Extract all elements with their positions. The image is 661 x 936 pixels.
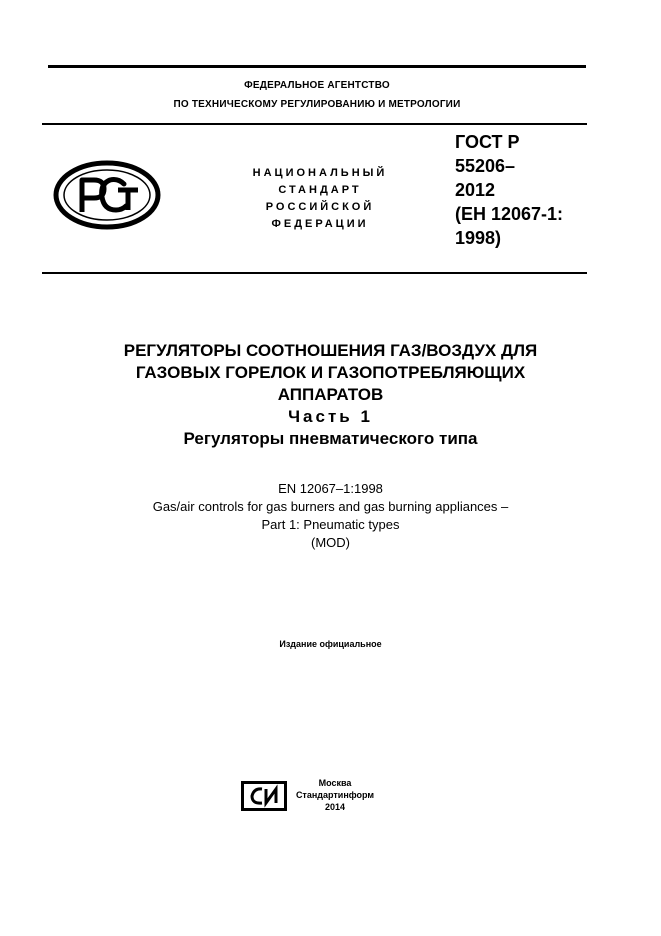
publisher-city: Москва xyxy=(318,778,352,788)
en-modification: (MOD) xyxy=(311,535,350,550)
designation-line-3: 2012 xyxy=(455,180,496,200)
title-line-3: АППАРАТОВ xyxy=(277,385,384,404)
designation-line-1: ГОСТ Р xyxy=(455,132,520,152)
designation-line-2: 55206– xyxy=(455,156,516,176)
logo-text: РСТ xyxy=(106,200,108,201)
national-standard-label xyxy=(230,165,410,233)
natstd-line-1: НАЦИОНАЛЬНЫЙ xyxy=(252,167,388,179)
edition-label: Издание официальное xyxy=(279,639,382,649)
designation-line-4: (ЕН 12067-1: xyxy=(455,204,564,224)
natstd-line-3: РОССИЙСКОЙ xyxy=(265,201,375,213)
agency-line-2: ПО ТЕХНИЧЕСКОМУ РЕГУЛИРОВАНИЮ И МЕТРОЛОГИИ xyxy=(173,99,461,110)
en-title-line-1: Gas/air controls for gas burners and gas burning appliances – xyxy=(152,499,509,514)
title-subtitle: Регуляторы пневматического типа xyxy=(183,429,478,448)
publisher-year: 2014 xyxy=(324,802,346,812)
top-rule xyxy=(48,65,586,68)
designation-line-5: 1998) xyxy=(455,228,502,248)
designation-rule xyxy=(42,272,587,274)
en-reference xyxy=(60,480,601,552)
agency-line-1: ФЕДЕРАЛЬНОЕ АГЕНТСТВО xyxy=(244,80,390,91)
standartinform-logo xyxy=(240,780,288,812)
rst-emblem-logo xyxy=(52,160,162,230)
natstd-line-4: ФЕДЕРАЦИИ xyxy=(271,218,369,230)
part-label: Часть 1 xyxy=(288,407,373,426)
standard-designation xyxy=(455,130,590,250)
title-line-1: РЕГУЛЯТОРЫ СООТНОШЕНИЯ ГАЗ/ВОЗДУХ ДЛЯ xyxy=(123,341,538,360)
title-line-2: ГАЗОВЫХ ГОРЕЛОК И ГАЗОПОТРЕБЛЯЮЩИХ xyxy=(135,363,526,382)
en-code: EN 12067–1:1998 xyxy=(278,481,383,496)
header-rule xyxy=(42,123,587,125)
publisher-info xyxy=(290,777,380,813)
document-title xyxy=(60,340,601,450)
natstd-line-2: СТАНДАРТ xyxy=(278,184,362,196)
publisher-name: Стандартинформ xyxy=(295,790,375,800)
en-title-line-2: Part 1: Pneumatic types xyxy=(261,517,400,532)
